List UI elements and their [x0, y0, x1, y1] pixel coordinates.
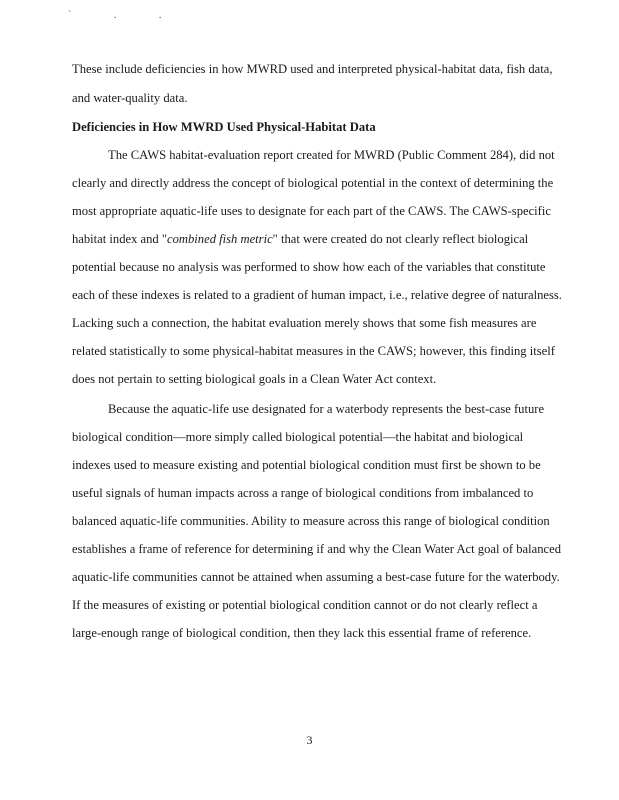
paragraph-line: If the measures of existing or potential biological condition cannot or do not clearly reflect a: [72, 598, 538, 612]
paragraph-line: useful signals of human impacts across a range of biological conditions from imbalanced to: [72, 486, 534, 500]
paragraph-line: [72, 232, 528, 247]
italic-term: combined fish metric: [167, 232, 273, 246]
paragraph-line: large-enough range of biological condition, then they lack this essential frame of reference.: [72, 626, 532, 640]
intro-line: These include deficiencies in how MWRD used and interpreted physical-habitat data, fish data,: [72, 62, 553, 76]
text-run: " that were created do not clearly reflect biological: [272, 232, 529, 246]
paragraph-line: Because the aquatic-life use designated for a waterbody represents the best-case future: [108, 402, 545, 416]
scan-marks: ` . .: [68, 10, 182, 21]
page-number: 3: [306, 733, 313, 747]
section-heading: Deficiencies in How MWRD Used Physical-Habitat Data: [72, 120, 376, 134]
paragraph-line: The CAWS habitat-evaluation report created for MWRD (Public Comment 284), did not: [108, 148, 555, 162]
text-run: habitat index and ": [72, 232, 168, 246]
paragraph-line: establishes a frame of reference for determining if and why the Clean Water Act goal of balanced: [72, 542, 562, 556]
paragraph-line: aquatic-life communities cannot be attained when assuming a best-case future for the waterbody.: [72, 570, 560, 584]
paragraph-line: biological condition—more simply called biological potential—the habitat and biological: [72, 430, 524, 444]
paragraph-line: Lacking such a connection, the habitat evaluation merely shows that some fish measures are: [72, 316, 537, 330]
paragraph-line: indexes used to measure existing and potential biological condition must first be shown to be: [72, 458, 541, 472]
paragraph-line: each of these indexes is related to a gradient of human impact, i.e., relative degree of naturalness.: [72, 288, 562, 302]
paragraph-line: balanced aquatic-life communities. Ability to measure across this range of biological condition: [72, 514, 550, 528]
paragraph-line: does not pertain to setting biological goals in a Clean Water Act context.: [72, 372, 437, 386]
paragraph-line: potential because no analysis was performed to show how each of the variables that constitute: [72, 260, 546, 274]
paragraph-line: most appropriate aquatic-life uses to designate for each part of the CAWS. The CAWS-specific: [72, 204, 551, 218]
paragraph-line: related statistically to some physical-habitat measures in the CAWS; however, this finding itself: [72, 344, 555, 358]
paragraph-line: clearly and directly address the concept of biological potential in the context of determining the: [72, 176, 554, 190]
intro-line: and water-quality data.: [72, 91, 188, 105]
